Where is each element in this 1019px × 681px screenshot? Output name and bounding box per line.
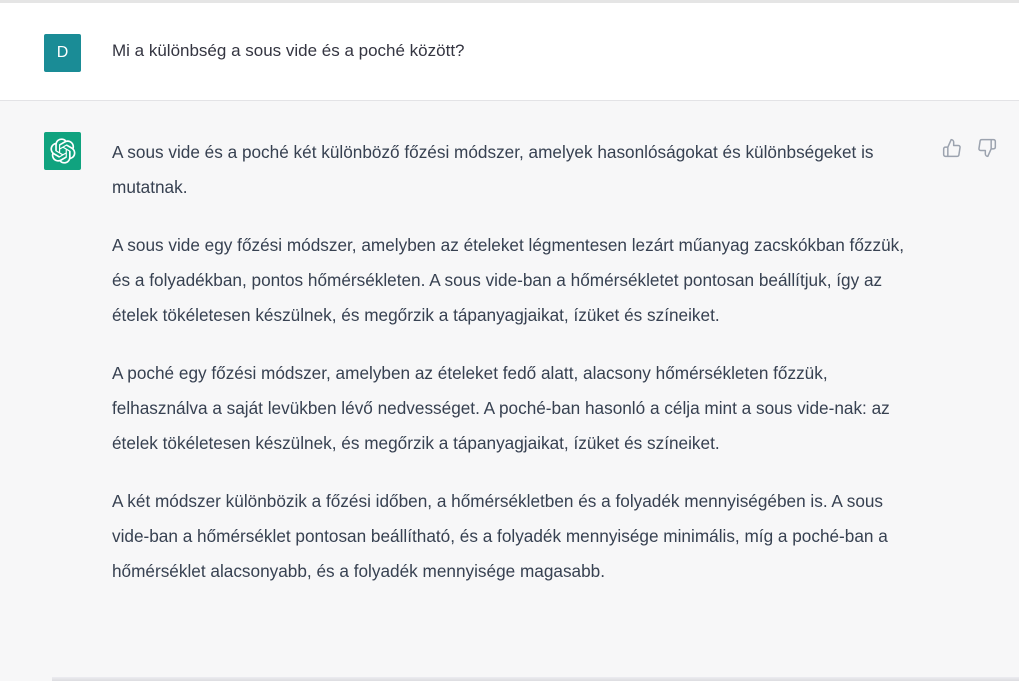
user-message-text: Mi a különbség a sous vide és a poché között? xyxy=(112,41,465,60)
answer-paragraph-2: A sous vide egy főzési módszer, amelyben az ételeket légmentesen lezárt műanyag zacskókban főzzük, és a folyadékban, pontos hőmérsékleten. A sous vide-ban a hőmérsékletet pontosan beállítjuk, így az ételek tökéletesen készülnek, és megőrzik a tápanyagjaikat, ízüket és színeiket. xyxy=(112,235,905,325)
user-message-row xyxy=(0,3,1019,101)
answer-paragraph-3: A poché egy főzési módszer, amelyben az ételeket fedő alatt, alacsony hőmérsékleten főzzük, felhasználva a saját levükben lévő nedvességet. A poché-ban hasonló a célja mint a sous vide-nak: az ételek tökéletesen készülnek, és megőrzik a tápanyagjaikat, ízüket és színeiket. xyxy=(112,363,890,453)
openai-logo-icon xyxy=(50,138,76,164)
bottom-edge xyxy=(52,677,1019,681)
thumbs-up-icon xyxy=(942,138,962,158)
answer-paragraph-4: A két módszer különbözik a főzési időben, a hőmérsékletben és a folyadék mennyiségében is. A sous vide-ban a hőmérséklet pontosan beállítható, és a folyadék mennyisége minimális, míg a poché-ban a hőmérséklet alacsonyabb, és a folyadék mennyisége magasabb. xyxy=(112,491,888,581)
assistant-avatar xyxy=(44,132,81,170)
assistant-message-row xyxy=(0,101,1019,681)
user-avatar: D xyxy=(44,34,81,72)
answer-paragraph-1: A sous vide és a poché két különböző főzési módszer, amelyek hasonlóságokat és különbségeket is mutatnak. xyxy=(112,142,874,197)
thumbs-down-button[interactable] xyxy=(976,137,998,159)
thumbs-down-icon xyxy=(977,138,997,158)
thumbs-up-button[interactable] xyxy=(941,137,963,159)
assistant-message-text xyxy=(112,135,912,612)
